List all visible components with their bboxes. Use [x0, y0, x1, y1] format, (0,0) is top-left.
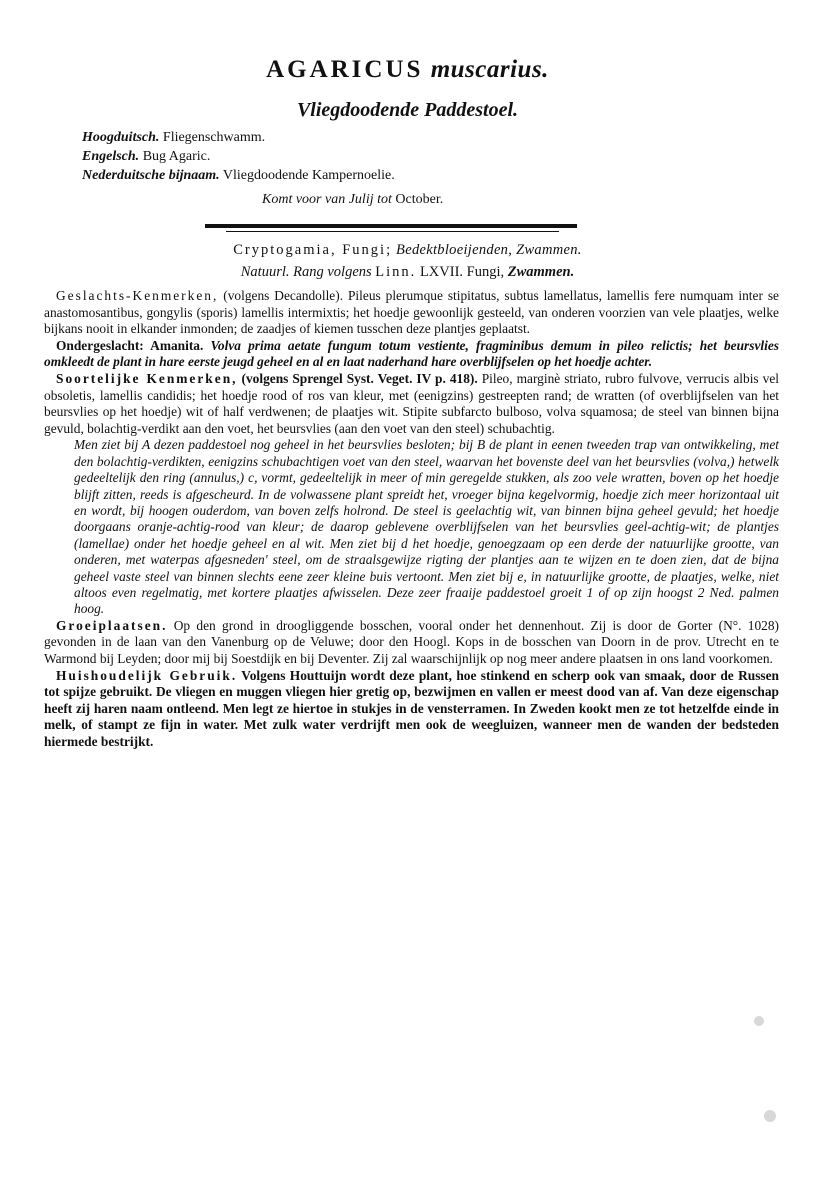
rank-dutch: Zwammen.: [507, 264, 575, 280]
rank-line: [0, 264, 815, 281]
title-species: muscarius.: [430, 56, 549, 83]
genus-heading: Geslachts-Kenmerken,: [56, 288, 219, 303]
season-prefix: Komt voor van Julij tot: [262, 192, 392, 207]
vernacular-names: [82, 128, 395, 185]
growth-paragraph: [44, 618, 779, 668]
species-source: (volgens Sprengel Syst. Veget. IV p. 418).: [241, 370, 478, 386]
name-row-english: [82, 147, 395, 166]
classification-line: [0, 242, 815, 259]
species-text: Pileo, marginè striato, rubro fulvove, verrucis albis vel obsoletis, lamellis candidis; het hoedje rood of ros van kleur, met (eenigzins) gestreepten rand; de wratten (of overblijfselen van het beursvlies op het hoedje) wit of half verdwenen; de plaatjes wit. Stipite subfarcto bulboso, volva squamosa; de steel van binnen bijna gevuld, bolachtig-verdikt aan den voet, het beursvlies (aan den voet van den steel) schubachtig.: [44, 370, 779, 436]
document-body: [44, 288, 779, 751]
name-label: Nederduitsche bijnaam.: [82, 168, 220, 183]
page-title: [0, 56, 815, 84]
genus-text: Pileus plerumque stipitatus, subtus lamellatus, lamellis fere numquam inter se anastomosantibus, gongylis (sporis) lamellis intermixtis; het hoedje gewoonlijk gesteeld, van onderen voorzien van vele plaatjes, welke bijkans nooit in elkander inmonden; de zaadjes of kiemen tusschen deze plantjes geplaatst.: [44, 288, 779, 337]
use-paragraph: [44, 668, 779, 751]
genus-paragraph: [44, 288, 779, 338]
subgenus-text: Volva prima aetate fungum totum vestiente, fragminibus demum in pileo relictis; het beursvlies omkleedt de plant in hare eerste jeugd geheel en al en laat naderhand hare overblijfselen op het hoedje achter.: [44, 337, 779, 370]
classification-system: Cryptogamia, Fungi;: [233, 242, 393, 258]
divider-thick: [205, 224, 577, 228]
genus-source: (volgens Decandolle).: [223, 288, 344, 303]
subgenus-heading: Ondergeslacht: Amanita.: [56, 337, 204, 353]
rank-value: LXVII. Fungi,: [419, 264, 505, 280]
name-label: Hoogduitsch.: [82, 130, 160, 145]
species-heading: Soortelijke Kenmerken,: [56, 370, 238, 386]
divider-thin: [226, 231, 559, 232]
season-line: [262, 192, 443, 208]
use-heading: Huishoudelijk Gebruik.: [56, 667, 238, 683]
name-value: Bug Agaric.: [142, 149, 211, 164]
species-paragraph: [44, 371, 779, 437]
name-label: Engelsch.: [82, 149, 140, 164]
page-subtitle: Vliegdoodende Paddestoel.: [296, 99, 519, 121]
use-text: Volgens Houttuijn wordt deze plant, hoe stinkend en scherp ook van smaak, door de Russen tot spijze gebruikt. De vliegen en muggen vliegen hier gretig op, bezwijmen en vallen er meest dood van af. Van deze eigenschap heeft zij haren naam ontleend. Men legt ze hiertoe in stukjes in de vensterramen. In Zweden kookt men ze tot hetzelfde einde in melk, of stampt ze fijn in water. Met zulk water verdrijft men ook de weegluizen, wanneer men de wanden der bedsteden hiermede bestrijkt.: [44, 667, 780, 749]
rank-author: Linn.: [375, 264, 417, 280]
name-row-dutch: [82, 166, 395, 185]
growth-text: Op den grond in droogliggende bosschen, vooral onder het dennenhout. Zij is door de Gorter (N°. 1028) gevonden in de laan van den Vanenburg op de Veluwe; door den Hoogl. Kops in de bosschen van Doorn in de prov. Utrecht en te Warmond bij Leyden; door mij bij Soestdijk en bij Deventer. Zij zal waarschijnlijk op nog meer andere plaatsen in ons land voorkomen.: [44, 617, 779, 666]
name-value: Vliegdoodende Kampernoelie.: [222, 168, 395, 183]
subgenus-paragraph: [44, 338, 779, 371]
description-paragraph: Men ziet bij A dezen paddestoel nog geheel in het beursvlies besloten; bij B de plant in eenen tweeden trap van ontwikkeling, met den bolachtig-verdikten, eenigzins schubachtigen voet van den steel, waarvan het bovenste deel van het beursvlies (volva,) hetwelk gedeeltelijk den ring (annulus,) c, vormt, gedeeltelijk in meer of min geregelde stukken, als zoo vele wratten, boven op het hoedje blijft zitten, reeds is afgescheurd. In de volwassene plant spreidt het, vroeger bijna kegelvormig, hoedje zich meer horizontaal uit en wordt, bij hoogen ouderdom, van boven zelfs holrond. De steel is geelachtig wit, van binnen bijna geheel gevuld; het hoedje doorgaans oranje-achtig-rood van kleur; de daarop geblevene overblijfselen van het beursvlies geel-achtig-wit; de plantjes (lamellae) onder het hoedje geheel en al wit. Men ziet bij d het hoedje, genoegzaam op een derde der natuurlijke grootte, van onderen, met waterpas afgesneden' steel, om de straalsgewijze rigting der plantjes aan te wijzen en te doen zien, dat de bijna geheel vaste steel van binnen slechts eene zeer kleine buis vertoont. Men ziet bij e, in natuurlijke grootte, de plaatjes, welke, niet altoos even regelmatig, met kortere plaatjes afwisselen. Deze zeer fraaije paddestoel groeit 1 of op zijn hoogst 2 Ned. palmen hoog.: [74, 437, 779, 617]
classification-dutch: Bedektbloeijenden, Zwammen.: [396, 242, 582, 258]
title-genus: AGARICUS: [266, 56, 424, 83]
name-row-german: [82, 128, 395, 147]
rank-prefix: Natuurl. Rang volgens: [240, 264, 372, 280]
season-month: October.: [395, 192, 444, 207]
paper-speck: [754, 1016, 764, 1026]
growth-heading: Groeiplaatsen.: [56, 617, 168, 633]
paper-speck: [764, 1110, 776, 1122]
name-value: Fliegenschwamm.: [162, 130, 266, 145]
